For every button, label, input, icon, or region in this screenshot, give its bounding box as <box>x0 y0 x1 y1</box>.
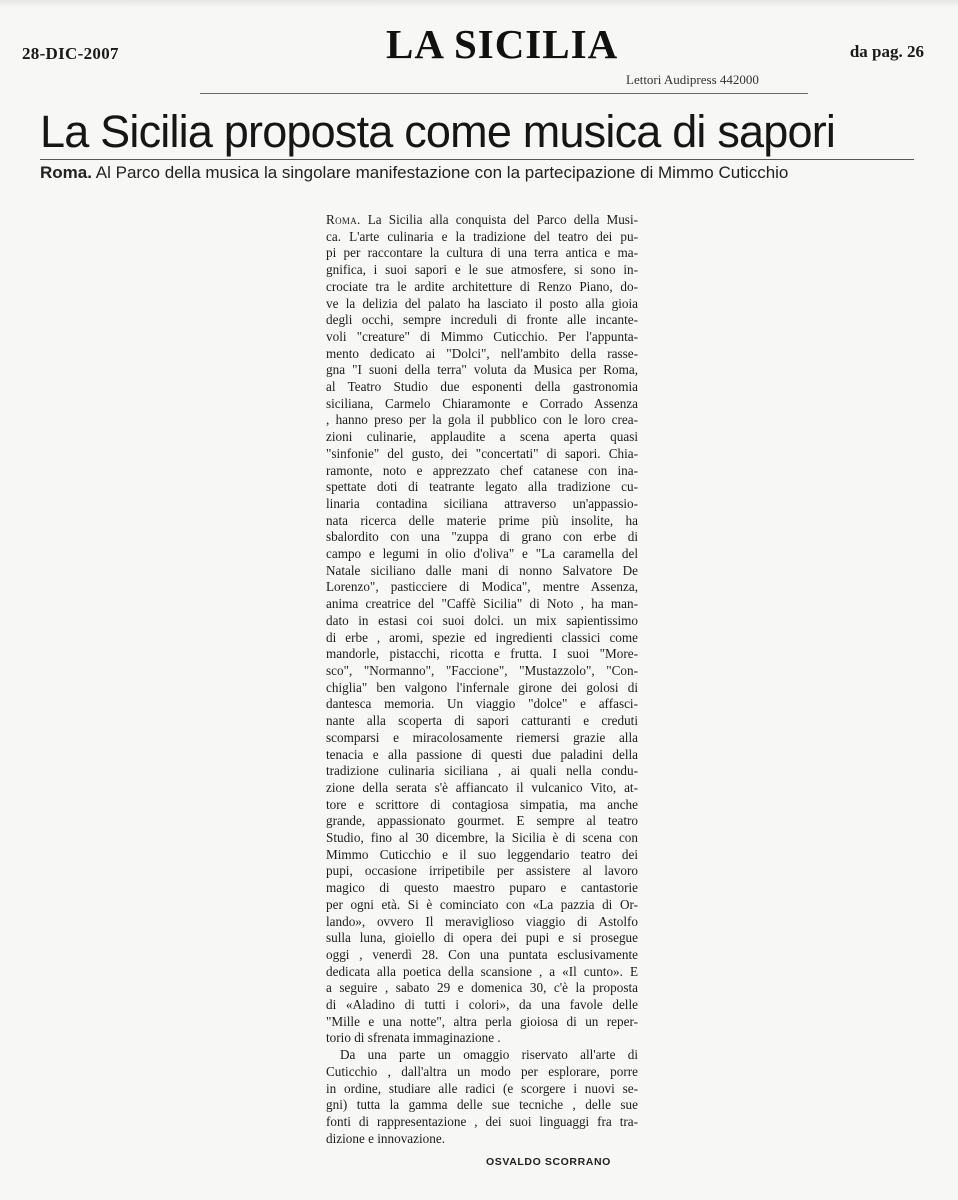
article-line: tore e scrittore di contagiosa simpatia, ma anche <box>326 796 638 812</box>
article-line: magico di questo maestro puparo e cantastorie <box>326 880 638 896</box>
article-line: lando», ovvero Il meraviglioso viaggio di Astolfo <box>326 913 638 929</box>
article-line: tenacia e alla passione di questi due paladini della <box>326 746 638 762</box>
article-subheadline <box>40 163 920 183</box>
article-line: dantesca memoria. Un viaggio "dolce" e affasci- <box>326 696 638 712</box>
article-line: gna "I suoni della terra" voluta da Musica per Roma, <box>326 362 638 378</box>
article-line: mento dedicato ai "Dolci", nell'ambito della rasse- <box>326 345 638 361</box>
article-line: sbalordito con una "zuppa di grano con erbe di <box>326 529 638 545</box>
article-line: al Teatro Studio due esponenti della gastronomia <box>326 379 638 395</box>
article-line: Lorenzo", pasticciere di Modica", mentre Assenza, <box>326 579 638 595</box>
subhead-text: Al Parco della musica la singolare manifestazione con la partecipazione di Mimmo Cuticchio <box>95 163 789 182</box>
article-line: torio di sfrenata immaginazione . <box>326 1030 501 1046</box>
headline-divider <box>40 159 914 160</box>
newspaper-masthead: LA SICILIA <box>386 21 619 67</box>
article-line: ramonte, noto e apprezzato chef catanese con ina- <box>326 462 638 478</box>
article-line: degli occhi, sempre increduli di fronte alle incante- <box>326 312 638 328</box>
article-line-text: La Sicilia alla conquista del Parco della Musi- <box>360 212 638 227</box>
article-line: di «Aladino di tutti i colori», da una favole delle <box>326 997 638 1013</box>
article-line: scomparsi e miracolosamente riemersi grazie alla <box>326 729 638 745</box>
article-line <box>326 212 638 229</box>
page-top-edge <box>0 0 958 8</box>
article-dateline: Roma. <box>326 212 361 227</box>
article-body <box>326 212 638 1147</box>
article-line: voli "creature" di Mimmo Cuticchio. Per l'appunta- <box>326 328 638 344</box>
article-line: fonti di rappresentazione , dei suoi linguaggi fra tra- <box>326 1113 638 1129</box>
article-line: per ogni età. Si è cominciato con «La pazzia di Or- <box>326 896 638 912</box>
article-line: gnifica, i suoi sapori e le sue atmosfere, si sono in- <box>326 262 638 278</box>
article-line: spettate doti di teatrante legato alla tradizione cu- <box>326 479 638 495</box>
article-line: sulla luna, gioiello di opera dei pupi e si prosegue <box>326 930 638 946</box>
article-line: tradizione culinaria siciliana , ai quali nella condu- <box>326 763 638 779</box>
article-line: nata ricerca delle materie prime più insolite, ha <box>326 512 638 528</box>
article-line: "sinfonie" del gusto, dei "concertati" di sapori. Chia- <box>326 445 638 461</box>
publication-date: 28-DIC-2007 <box>22 44 119 63</box>
article-line: a seguire , sabato 29 e domenica 30, c'è la proposta <box>326 980 638 996</box>
article-line: dizione e innovazione. <box>326 1130 446 1146</box>
article-line: anima creatrice del "Caffè Sicilia" di Noto , ha man- <box>326 596 638 612</box>
article-line: dedicata alla poetica della scansione , a «Il cunto». E <box>326 963 638 979</box>
article-line: pupi, occasione irripetibile per assistere al lavoro <box>326 863 638 879</box>
article-line: Da una parte un omaggio riservato all'arte di <box>340 1047 638 1063</box>
article-line: dato in estasi coi suoi dolci. un mix sapientissimo <box>326 612 638 628</box>
article-line: chiglia" ben valgono l'infernale girone dei golosi di <box>326 679 638 695</box>
page-reference: da pag. 26 <box>849 42 924 61</box>
article-line: zione della serata s'è affiancato il vulcanico Vito, at- <box>326 779 638 795</box>
article-line: campo e legumi in olio d'oliva" e "La caramella del <box>326 546 638 562</box>
article-line: Mimmo Cuticchio e il suo leggendario teatro dei <box>326 846 638 862</box>
article-line: crociate tra le ardite architetture di Renzo Piano, do- <box>326 278 638 294</box>
article-line: grande, appassionato gourmet. E sempre al teatro <box>326 813 638 829</box>
article-line: Studio, fino al 30 dicembre, la Sicilia è di scena con <box>326 830 638 846</box>
article-line: Cuticchio , dall'altra un modo per esplorare, porre <box>326 1063 638 1079</box>
article-line: in ordine, studiare alle radici (e scorgere i nuovi se- <box>326 1080 638 1096</box>
article-line: "Mille e una notte", altra perla gioiosa di un reper- <box>326 1013 638 1029</box>
article-line: gni) tutta la gamma delle sue tecniche , delle sue <box>326 1097 638 1113</box>
article-line: oggi , venerdì 28. Con una puntata esclusivamente <box>326 946 638 962</box>
article-line: ve la delizia del palato ha lasciato il posto alla gioia <box>326 295 638 311</box>
article-line: zioni culinarie, applaudite a scena aperta quasi <box>326 429 638 445</box>
article-line: mandorle, pistacchi, ricotta e frutta. I suoi "More- <box>326 646 638 662</box>
masthead-divider <box>200 93 808 94</box>
readership-note: Lettori Audipress 442000 <box>626 72 759 87</box>
article-line: Natale siciliano dalle mani di nonno Salvatore De <box>326 562 638 578</box>
subhead-location: Roma. <box>40 163 92 182</box>
article-line: pi per raccontare la cultura di una terra antica e ma- <box>326 245 638 261</box>
article-line: di erbe , aromi, spezie ed ingredienti classici come <box>326 629 638 645</box>
article-line: sco", "Normanno", "Faccione", "Mustazzolo", "Con- <box>326 662 638 678</box>
article-byline: OSVALDO SCORRANO <box>486 1156 611 1168</box>
article-line: siciliana, Carmelo Chiaramonte e Corrado Assenza <box>326 395 638 411</box>
article-line: nante alla scoperta di sapori catturanti e creduti <box>326 713 638 729</box>
article-line: ca. L'arte culinaria e la tradizione del teatro dei pu- <box>326 228 638 244</box>
article-headline: La Sicilia proposta come musica di sapori <box>40 106 836 157</box>
article-line: , hanno preso per la gola il pubblico con le loro crea- <box>326 412 638 428</box>
article-line: linaria contadina siciliana attraverso un'appassio- <box>326 495 638 511</box>
